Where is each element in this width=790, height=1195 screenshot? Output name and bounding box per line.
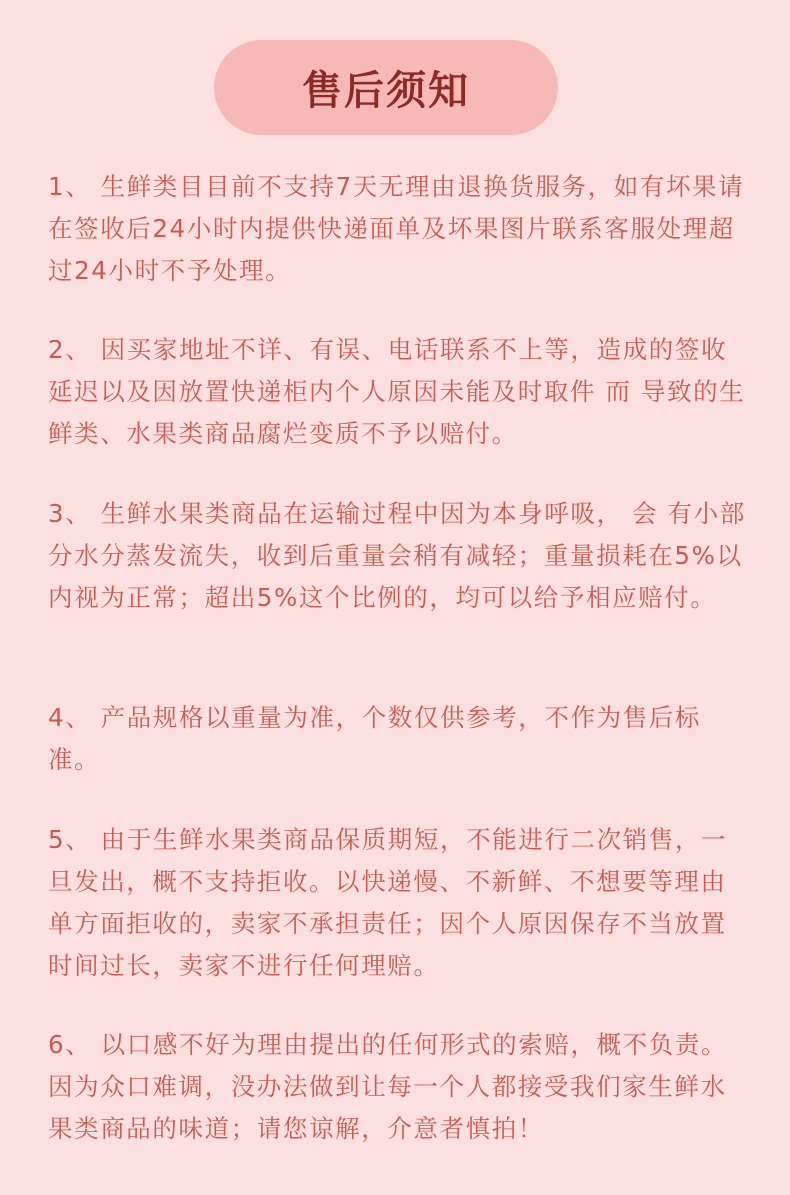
page-title: 售后须知 bbox=[302, 67, 470, 114]
notice-item-2: 2、 因买家地址不详、有误、电话联系不上等，造成的签收延迟以及因放置快递柜内个人原因未能及时取件 而 导致的生鲜类、水果类商品腐烂变质不予以赔付。 bbox=[48, 335, 746, 448]
notice-item-6: 6、 以口感不好为理由提出的任何形式的索赔，概不负责。因为众口难调，没办法做到让每一个人都接受我们家生鲜水果类商品的味道；请您谅解，介意者慎拍！ bbox=[48, 1030, 728, 1143]
notice-item-5: 5、 由于生鲜水果类商品保质期短，不能进行二次销售，一旦发出，概不支持拒收。以快递慢、不新鲜、不想要等理由单方面拒收的，卖家不承担责任；因个人原因保存不当放置时间过长，卖家不进行任何理赔。 bbox=[48, 825, 728, 980]
title-banner bbox=[214, 40, 558, 135]
notice-item-3: 3、 生鲜水果类商品在运输过程中因为本身呼吸， 会 有小部分水分蒸发流失，收到后重量会稍有减轻；重量损耗在5%以内视为正常；超出5%这个比例的，均可以给予相应赔付。 bbox=[48, 499, 746, 612]
notice-item-4: 4、 产品规格以重量为准，个数仅供参考，不作为售后标准。 bbox=[48, 703, 701, 774]
notice-item-1: 1、 生鲜类目目前不支持7天无理由退换货服务，如有坏果请在签收后24小时内提供快递面单及坏果图片联系客服处理超过24小时不予处理。 bbox=[48, 172, 745, 285]
